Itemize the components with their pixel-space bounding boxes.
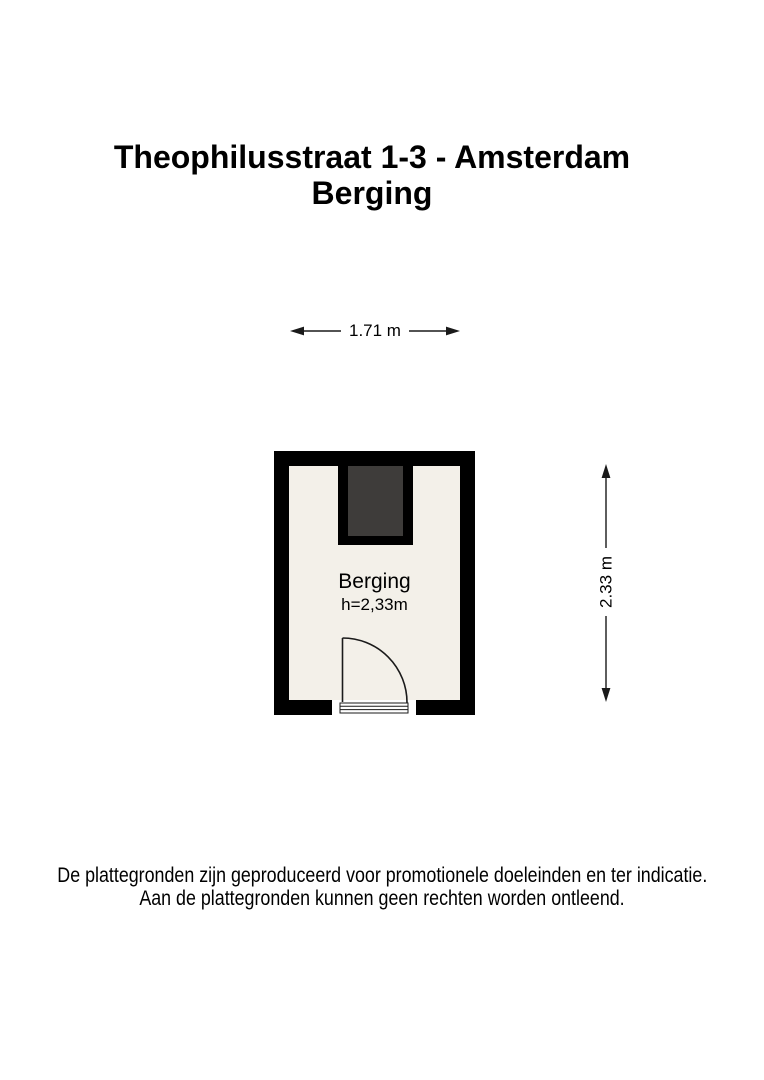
room-name-label: Berging <box>338 570 411 593</box>
disclaimer-line-2: Aan de plattegronden kunnen geen rechten worden ontleend. <box>139 887 625 910</box>
page-title-line-1: Theophilusstraat 1-3 - Amsterdam <box>113 139 631 175</box>
niche-block <box>348 466 403 536</box>
width-dimension-label: 1.71 m <box>290 320 460 341</box>
arrow-up-icon <box>602 464 611 478</box>
page-title-line-2: Berging <box>311 175 433 211</box>
disclaimer <box>0 864 764 910</box>
ceiling-height-label: h=2,33m <box>341 595 408 614</box>
arrow-down-icon <box>602 688 611 702</box>
height-dimension-label: 2.33 m <box>596 548 617 616</box>
disclaimer-line-1: De plattegronden zijn geproduceerd voor promotionele doeleinden en ter indicatie. <box>57 864 708 887</box>
page-title <box>0 139 744 211</box>
